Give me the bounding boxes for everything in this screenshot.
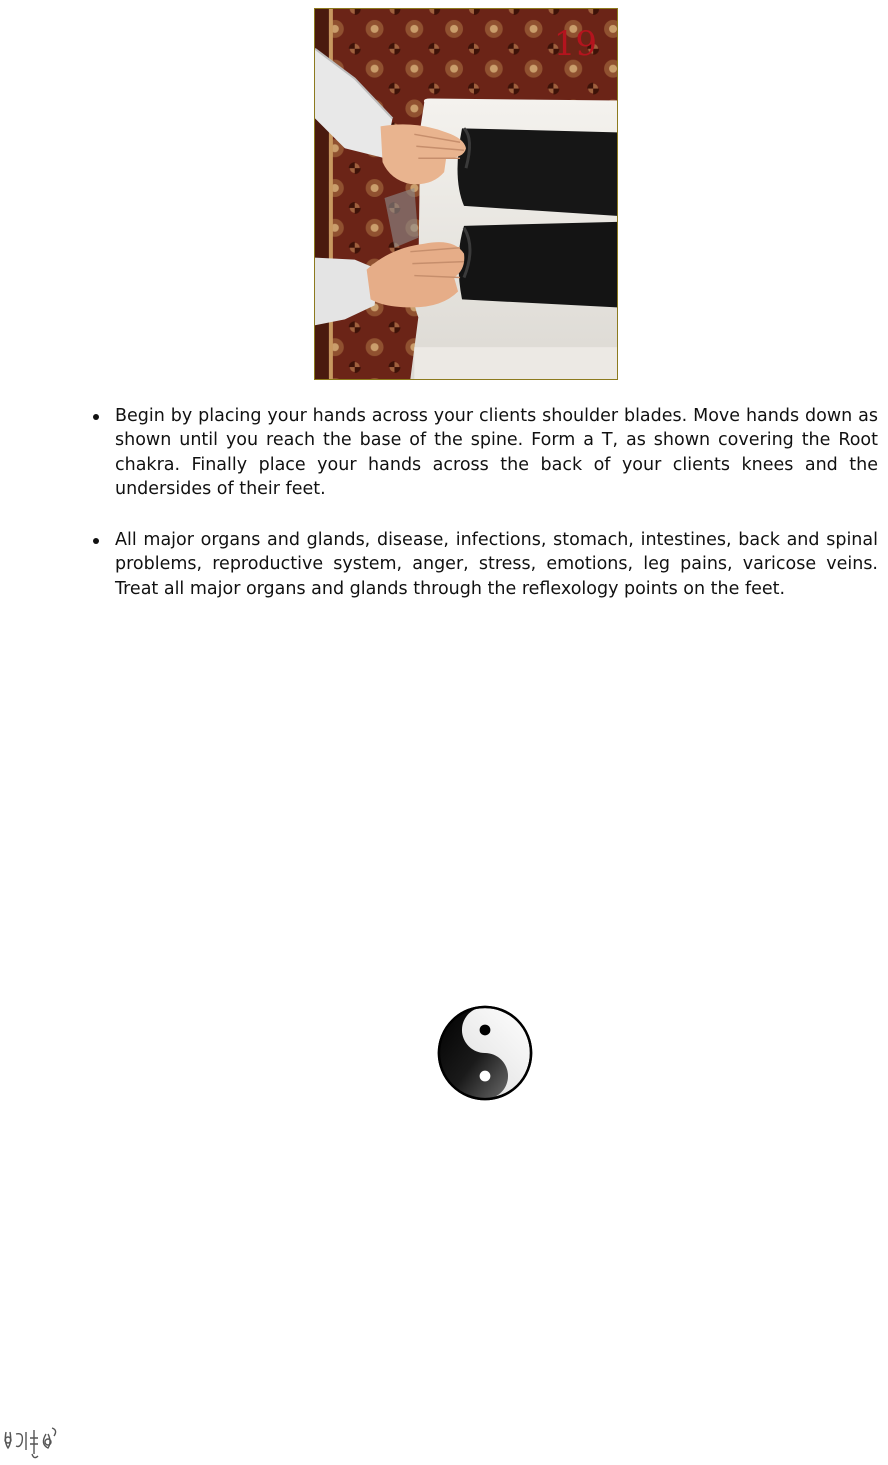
list-item bbox=[90, 404, 878, 501]
instruction-list bbox=[90, 404, 878, 628]
bullet-text: All major organs and glands, disease, infections, stomach, intestines, back and spinal problems, reproductive system, anger, stress, emotions, leg pains, varicose veins. Treat all major organs and glands through the reflexology points on the feet. bbox=[115, 530, 878, 599]
step-number: 19 bbox=[553, 24, 597, 64]
bullet-icon bbox=[93, 538, 99, 544]
yin-yang-icon bbox=[436, 1004, 534, 1102]
bullet-icon bbox=[93, 414, 99, 420]
ornament-icon bbox=[2, 1424, 64, 1462]
list-item bbox=[90, 528, 878, 601]
treatment-photo bbox=[314, 8, 618, 380]
bullet-text: Begin by placing your hands across your clients shoulder blades. Move hands down as shown until you reach the base of the spine. Form a T, as shown covering the Root chakra. Finally place your hands across the back of your clients knees and the undersides of their feet. bbox=[115, 406, 878, 499]
photo-illustration bbox=[315, 9, 617, 379]
